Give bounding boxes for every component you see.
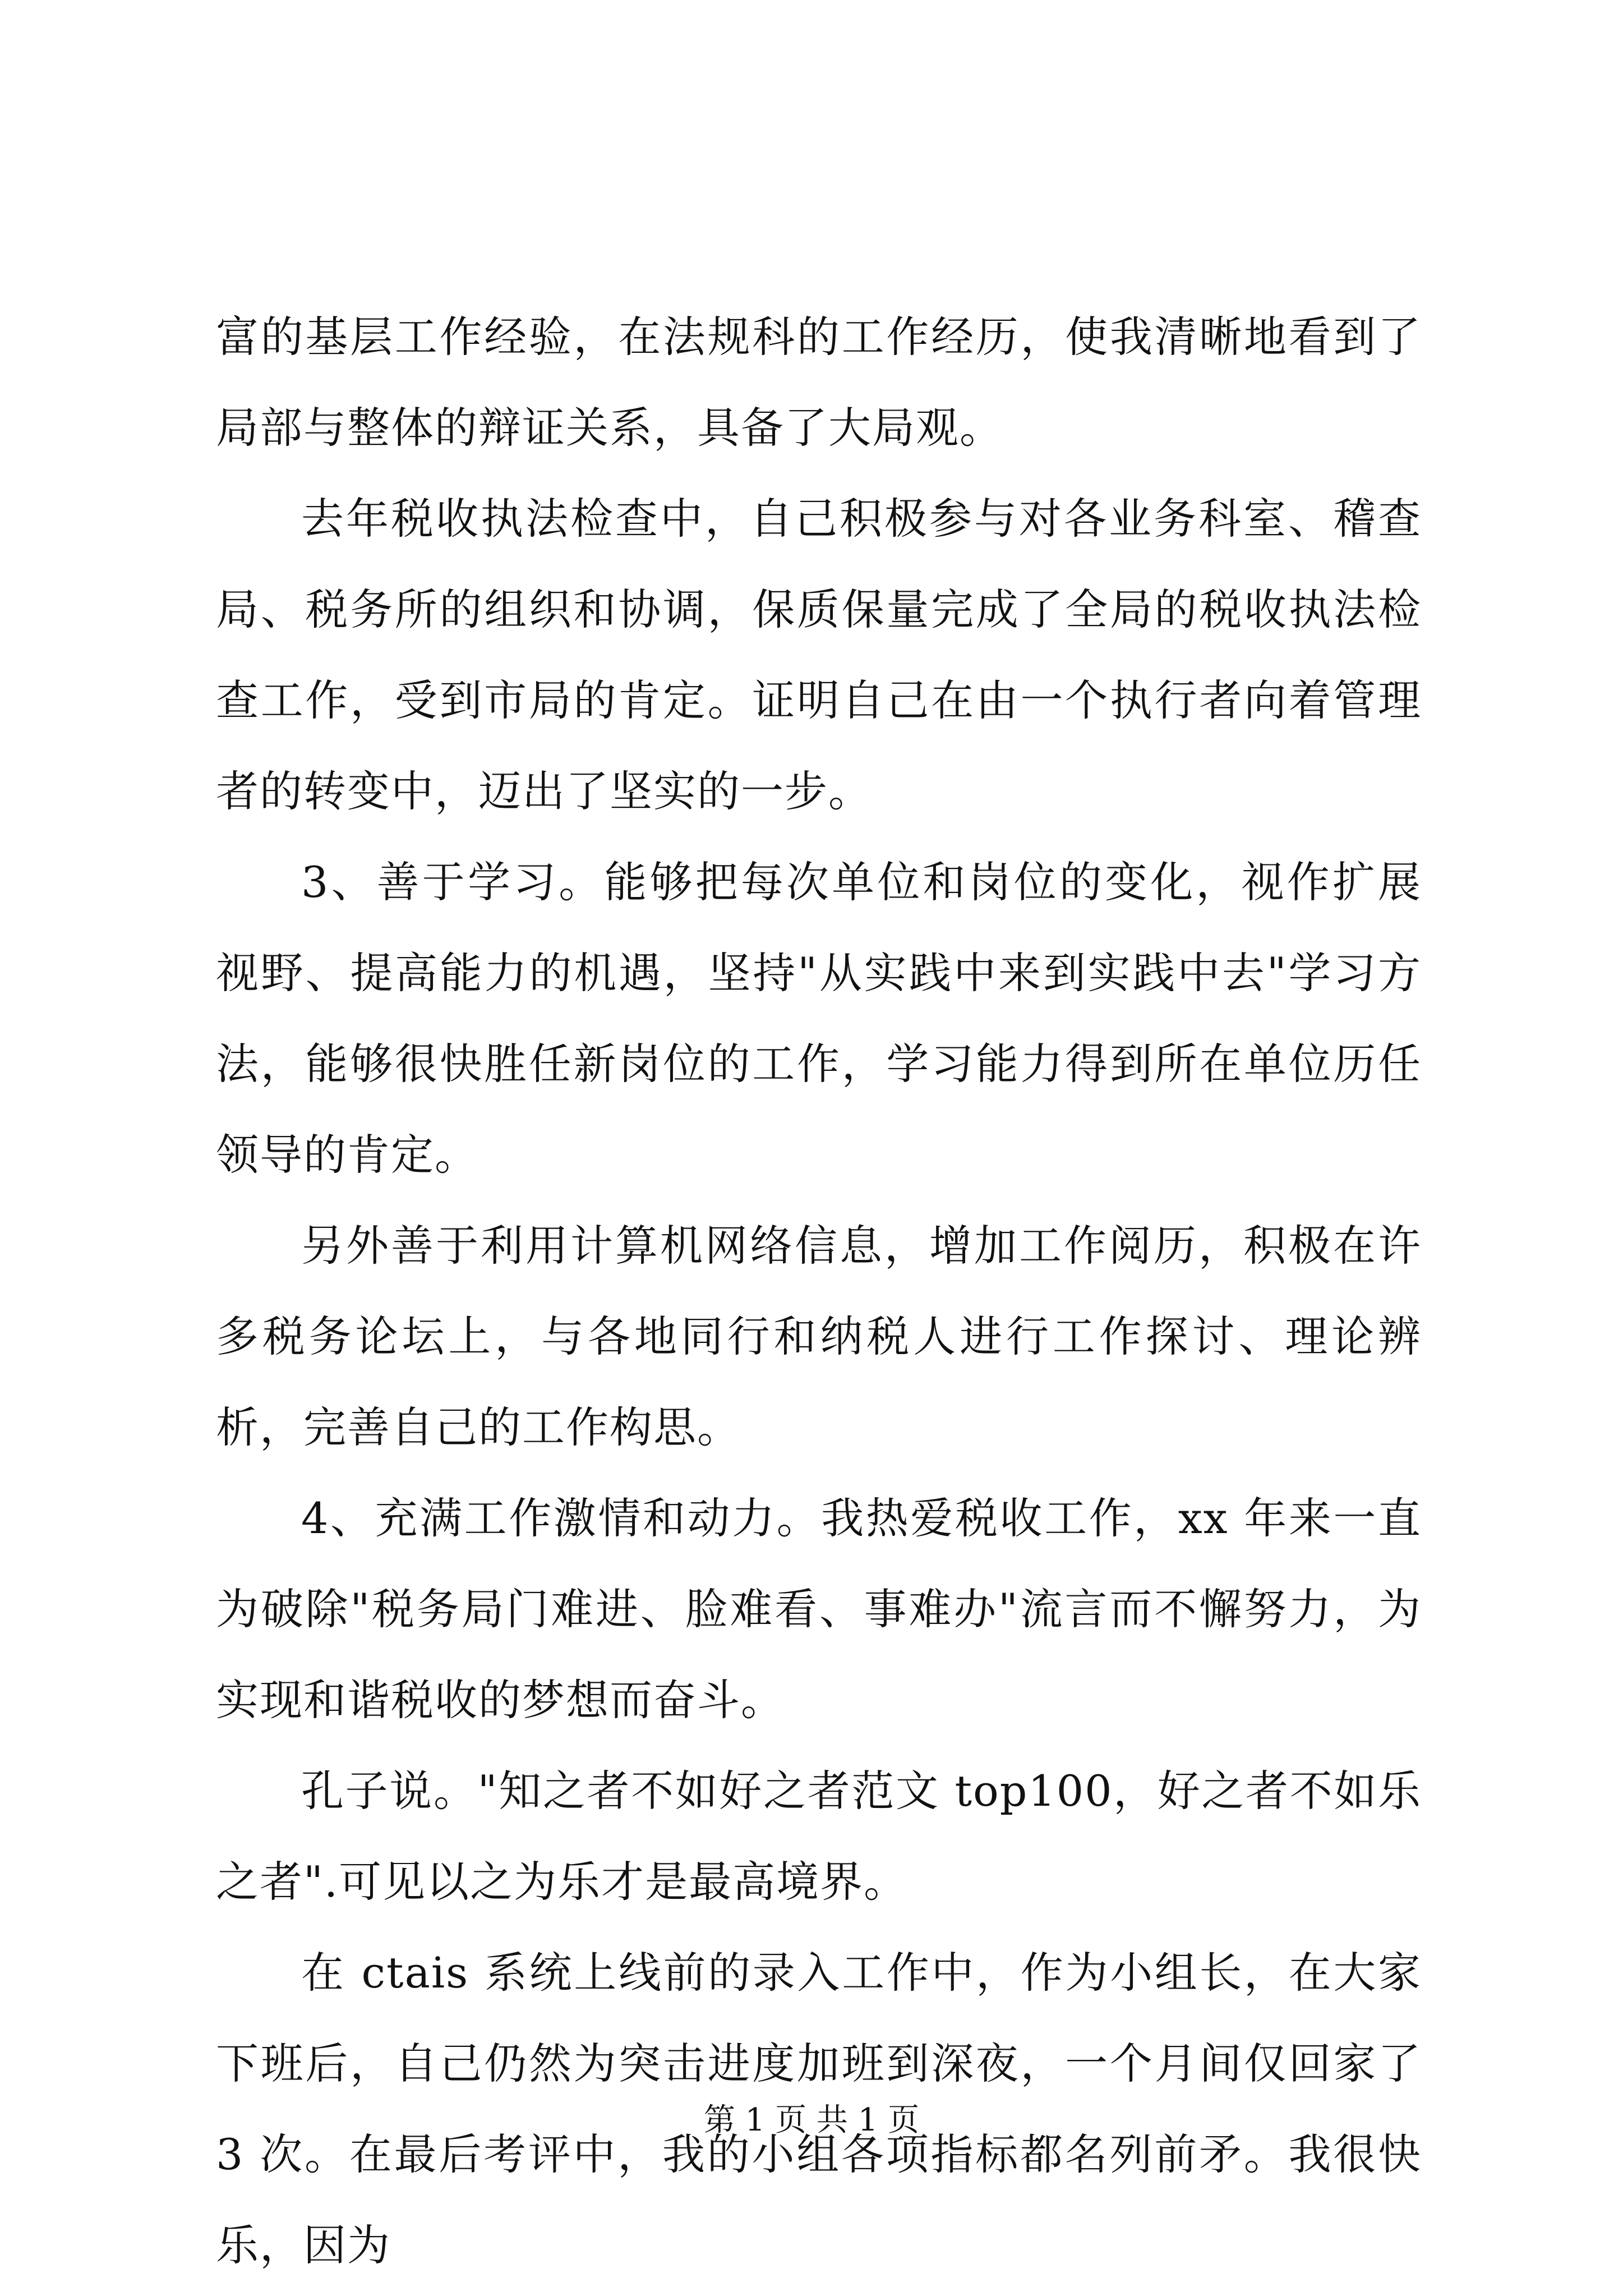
paragraph-5: 4、充满工作激情和动力。我热爱税收工作，xx 年来一直为破除"税务局门难进、脸难看、事难办"流言而不懈努力，为实现和谐税收的梦想而奋斗。 [216, 1493, 1422, 1725]
paragraph-3: 3、善于学习。能够把每次单位和岗位的变化，视作扩展视野、提高能力的机遇，坚持"从实践中来到实践中去"学习方法，能够很快胜任新岗位的工作，学习能力得到所在单位历任领导的肯定。 [216, 857, 1422, 1180]
paragraph-6: 孔子说。"知之者不如好之者范文 top100，好之者不如乐之者".可见以之为乐才是最高境界。 [216, 1766, 1422, 1907]
paragraph-2: 去年税收执法检查中，自己积极参与对各业务科室、稽查局、税务所的组织和协调，保质保量完成了全局的税收执法检查工作，受到市局的肯定。证明自己在由一个执行者向着管理者的转变中，迈出了坚实的一步。 [216, 494, 1422, 816]
document-body [216, 292, 1422, 2291]
paragraph-1: 富的基层工作经验，在法规科的工作经历，使我清晰地看到了局部与整体的辩证关系，具备了大局观。 [216, 312, 1422, 453]
paragraph-7: 在 ctais 系统上线前的录入工作中，作为小组长，在大家下班后，自己仍然为突击进度加班到深夜，一个月间仅回家了 3 次。在最后考评中，我的小组各项指标都名列前矛。我很快乐，因为 [216, 1948, 1422, 2270]
page-footer: 第 1 页 共 1 页 [703, 2102, 920, 2138]
paragraph-4: 另外善于利用计算机网络信息，增加工作阅历，积极在许多税务论坛上，与各地同行和纳税人进行工作探讨、理论辨析，完善自己的工作构思。 [216, 1221, 1422, 1452]
